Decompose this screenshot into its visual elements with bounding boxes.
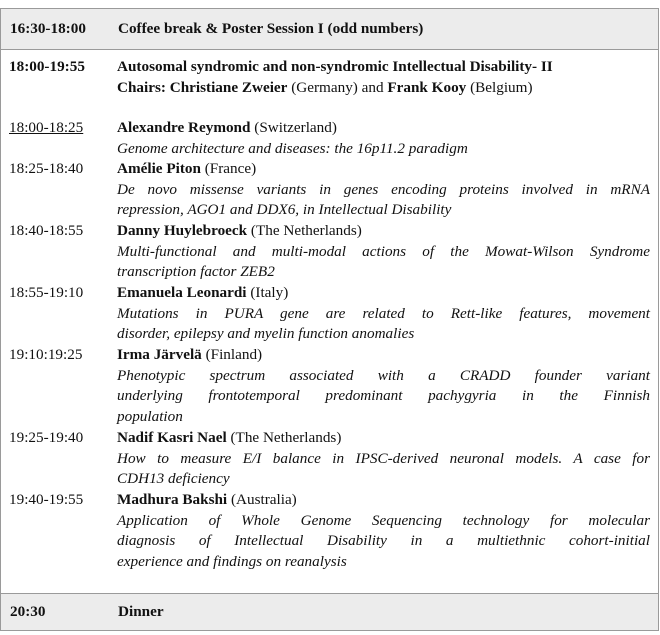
chairs-label: Chairs: (117, 78, 166, 96)
talk-title-line: underlying frontotemporal predominant pachygyria in the Finnish (117, 387, 650, 404)
talk-time: 18:40-18:55 (9, 222, 84, 239)
talk-title-line: Application of Whole Genome Sequencing technology for molecular (117, 511, 650, 529)
chair-2-country: (Belgium) (470, 78, 533, 96)
speaker-name: Madhura Bakshi (117, 491, 228, 508)
dinner-row (0, 593, 659, 631)
talk-title-line: diagnosis of Intellectual Disability in a multiethnic cohort-initial (117, 532, 650, 549)
talk-title-line: CDH13 deficiency (117, 470, 230, 487)
talk-title-line: Genome architecture and diseases: the 16p11.2 paradigm (117, 139, 468, 157)
talk-speaker (117, 345, 650, 366)
talk-time: 19:25-19:40 (9, 429, 84, 446)
talk-time: 18:25-18:40 (9, 160, 84, 177)
chair-1-country: (Germany) (291, 78, 358, 96)
speaker-name: Amélie Piton (117, 160, 201, 177)
speaker-country: (The Netherlands) (230, 429, 342, 446)
talk-title-line: Multi-functional and multi-modal actions of the Mowat-Wilson Syndrome (117, 242, 650, 260)
dinner-time: 20:30 (10, 602, 46, 620)
session-time: 18:00-19:55 (9, 58, 85, 75)
speaker-country: (Australia) (230, 491, 297, 508)
chair-1-name: Christiane Zweier (169, 78, 288, 96)
chairs-and: and (361, 78, 384, 96)
talk-speaker (117, 221, 650, 242)
coffee-label: Coffee break & Poster Session I (odd numbers) (118, 19, 424, 37)
talk-time: 19:40-19:55 (9, 491, 84, 508)
speaker-name: Alexandre Reymond (117, 119, 251, 136)
talk-speaker (117, 283, 650, 304)
talk-title-line: experience and findings on reanalysis (117, 552, 347, 570)
coffee-break-row (0, 8, 659, 50)
session-chairs (117, 78, 650, 99)
speaker-country: (Switzerland) (254, 119, 337, 136)
talk-title-line: De novo missense variants in genes encoding proteins involved in mRNA (117, 180, 650, 198)
talk-speaker (117, 490, 650, 511)
speaker-name: Irma Järvelä (117, 346, 202, 363)
speaker-country: (The Netherlands) (250, 222, 362, 239)
chair-2-name: Frank Kooy (387, 78, 467, 96)
talk-time: 18:55-19:10 (9, 284, 84, 301)
talk-speaker (117, 159, 650, 180)
talk-title-line: repression, AGO1 and DDX6, in Intellectual Disability (117, 201, 452, 218)
talk-title-line: How to measure E/I balance in IPSC-derived neuronal models. A case for (117, 449, 650, 467)
speaker-country: (France) (204, 160, 257, 177)
session-title: Autosomal syndromic and non-syndromic Intellectual Disability- II (117, 58, 553, 75)
talk-speaker (117, 428, 650, 449)
talk-time: 18:00-18:25 (9, 119, 84, 136)
speaker-country: (Finland) (205, 346, 263, 363)
speaker-country: (Italy) (250, 284, 289, 301)
coffee-time: 16:30-18:00 (10, 19, 86, 37)
talk-title-line: disorder, epilepsy and myelin function anomalies (117, 325, 415, 342)
speaker-name: Emanuela Leonardi (117, 284, 247, 301)
talk-title-line: Phenotypic spectrum associated with a CRADD founder variant (117, 366, 650, 384)
talk-title-line: transcription factor ZEB2 (117, 263, 275, 280)
talk-title-line: population (117, 407, 183, 425)
talk-time: 19:10:19:25 (9, 346, 83, 363)
talk-title-line: Mutations in PURA gene are related to Rett-like features, movement (117, 304, 650, 322)
speaker-name: Nadif Kasri Nael (117, 429, 227, 446)
speaker-name: Danny Huylebroeck (117, 222, 248, 239)
talk-speaker (117, 118, 650, 139)
dinner-label: Dinner (118, 602, 164, 620)
